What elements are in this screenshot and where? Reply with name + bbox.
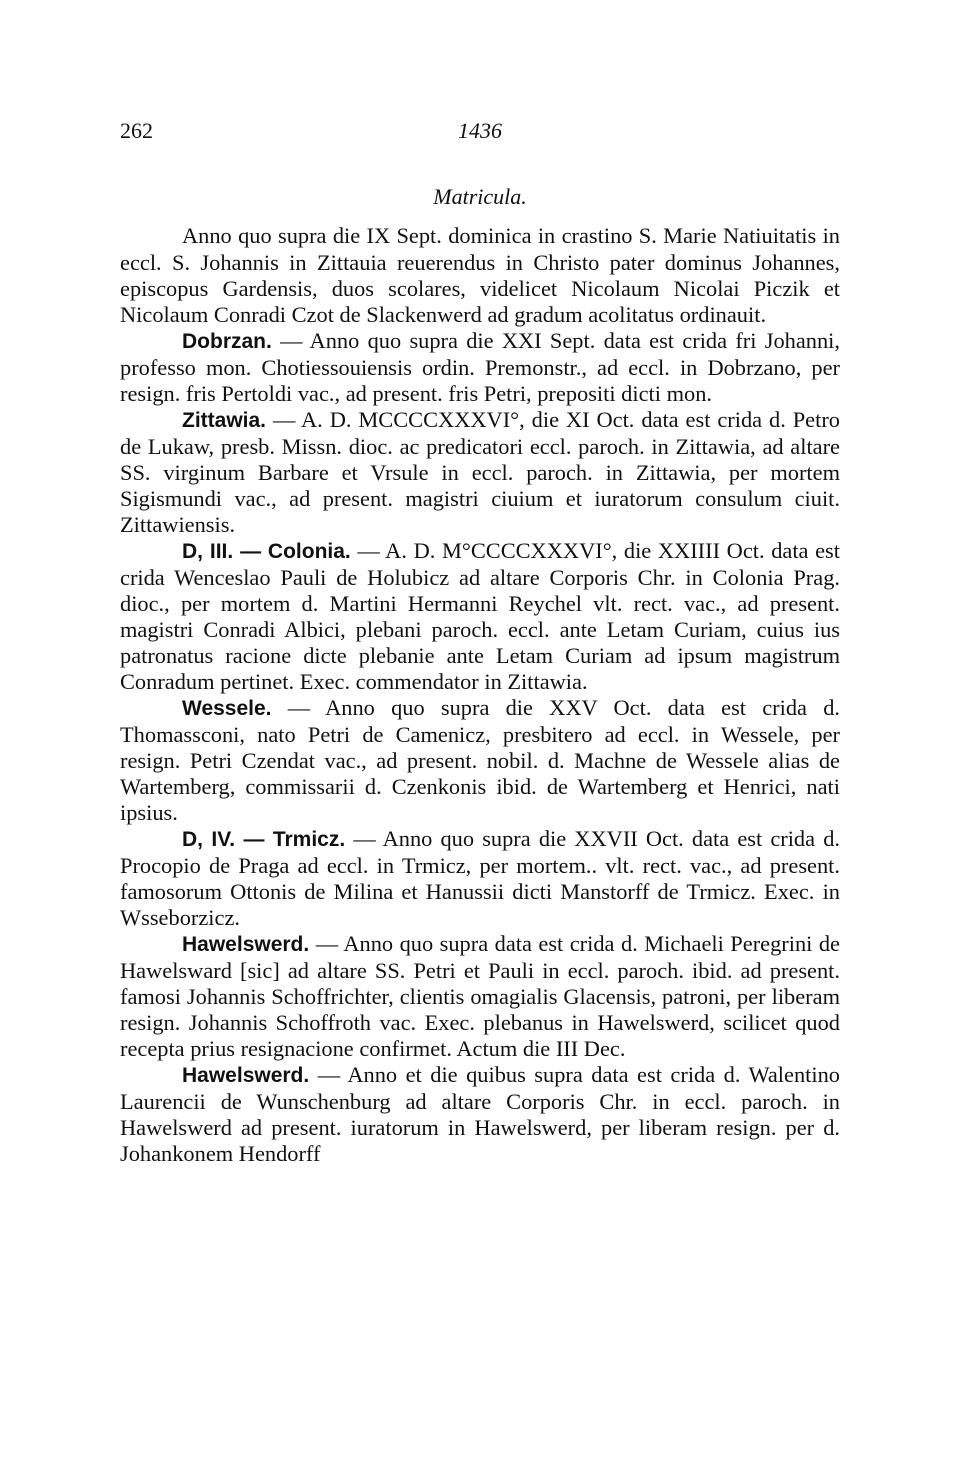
entry-text: — Anno quo supra data est crida d. Michaeli Peregrini de Hawelsward [sic] ad altare SS. Petri et Pauli in eccl. paroch. ibid. ad present. famosi Johannis Schoffrichter, clientis omagialis Glacensis, patroni, per liberam resign. Johannis Schoffroth vac. Exec. plebanus in Hawelswerd, scilicet quod recepta prius resignacione confirmet. Actum die III Dec.: [120, 931, 840, 1061]
entry-text: — A. D. MCCCCXXXVI°, die XI Oct. data est crida d. Petro de Lukaw, presb. Missn. dioc. ac predicatori eccl. paroch. in Zittawia, ad altare SS. virginum Barbare et Vrsule in eccl. paroch. in Zittawia, per mortem Sigismundi vac., ad present. magistri ciuium et iuratorum consulum ciuit. Zittawiensis.: [120, 407, 840, 537]
entry-text: — Anno quo supra die XXV Oct. data est crida d. Thomassconi, nato Petri de Camenicz, presbitero ad eccl. in Wessele, per resign. Petri Czendat vac., ad present. nobil. d. Machne de Wessele alias de Wartemberg, commissarii d. Czenkonis ibid. de Wartemberg et Henrici, nati ipsius.: [120, 695, 840, 825]
paragraph: [120, 695, 840, 826]
entry-heading: D, IV. — Trmicz.: [182, 828, 346, 851]
entry-text: — Anno quo supra die XXVII Oct. data est crida d. Procopio de Praga ad eccl. in Trmicz, per mortem.. vlt. rect. vac., ad present. famosorum Ottonis de Milina et Hanussii dicti Manstorff de Trmicz. Exec. in Wsseborzicz.: [120, 826, 840, 930]
entry-text: Anno quo supra die IX Sept. dominica in crastino S. Marie Natiuitatis in eccl. S. Johannis in Zittauia reuerendus in Christo pater dominus Johannes, episcopus Gardensis, duos scolares, videlicet Nicolaum Nicolai Piczik et Nicolaum Conradi Czot de Slackenwerd ad gradum acolitatus ordinauit.: [120, 223, 840, 327]
entry-heading: Zittawia.: [182, 409, 267, 432]
entry-heading: Hawelswerd.: [182, 1064, 310, 1087]
paragraph: [120, 826, 840, 931]
paragraph: [120, 223, 840, 328]
paragraph: [120, 931, 840, 1062]
paragraph: [120, 328, 840, 407]
header-year: 1436: [458, 118, 502, 143]
entry-text: — Anno quo supra die XXI Sept. data est crida fri Johanni, professo mon. Chotiessouiensis ordin. Premonstr., ad eccl. in Dobrzano, per resign. fris Pertoldi vac., ad present. fris Petri, prepositi dicti mon.: [120, 328, 840, 406]
paragraph: [120, 407, 840, 538]
entry-heading: Dobrzan.: [182, 330, 272, 353]
entry-text: — A. D. M°CCCCXXXVI°, die XXIIII Oct. data est crida Wenceslao Pauli de Holubicz ad altare Corporis Chr. in Colonia Prag. dioc., per mortem d. Martini Hermanni Reychel vlt. rect. vac., ad present. magistri Conradi Albici, plebani paroch. eccl. ante Letam Curiam, cuius ius patronatus racione dicte plebanie ante Letam Curiam ad ipsum magistrum Conradum pertinet. Exec. commendator in Zittawia.: [120, 538, 840, 694]
running-header: [120, 116, 840, 146]
page-number: 262: [120, 118, 153, 143]
entry-heading: D, III. — Colonia.: [182, 540, 351, 563]
entry-text: — Anno et die quibus supra data est crida d. Walentino Laurencii de Wunschenburg ad altare Corporis Chr. in eccl. paroch. in Hawelswerd ad present. iuratorum in Hawelswerd, per liberam resign. per d. Johankonem Hendorff: [120, 1062, 840, 1166]
paragraph: [120, 538, 840, 695]
entry-heading: Hawelswerd.: [182, 933, 310, 956]
section-title: Matricula.: [433, 184, 527, 209]
body-text: [120, 223, 840, 1167]
paragraph: [120, 1062, 840, 1167]
entry-heading: Wessele.: [182, 697, 272, 720]
